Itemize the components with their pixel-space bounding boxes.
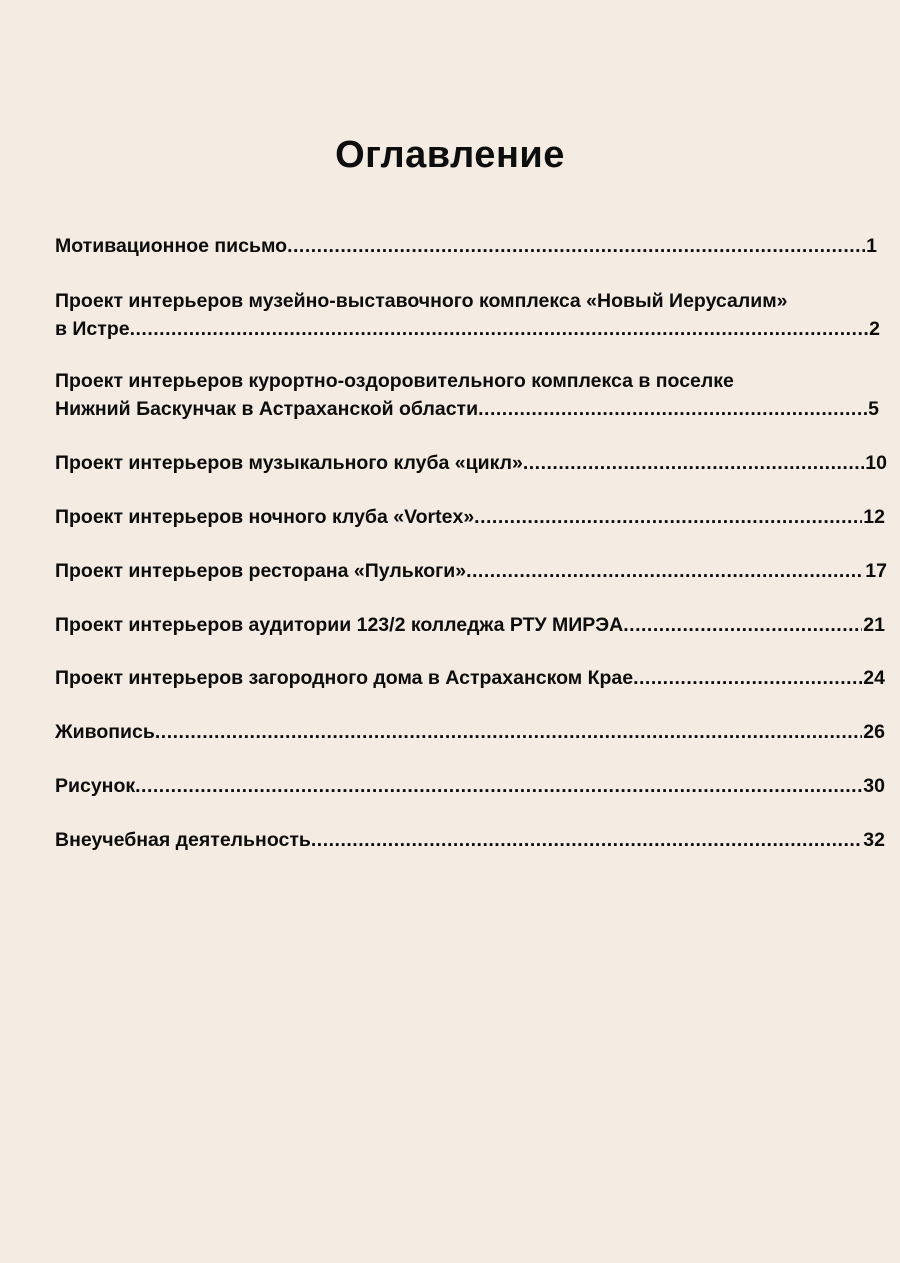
toc-entry-title-line-2: в Истре	[55, 318, 130, 340]
toc-entry-new-jerusalem[interactable]	[55, 287, 880, 343]
toc-page-number: 24	[863, 667, 885, 689]
page-title: Оглавление	[335, 134, 565, 176]
toc-entry-title: Живопись	[55, 721, 155, 743]
toc-entry-painting[interactable]	[55, 718, 885, 746]
toc-entry-title: Проект интерьеров аудитории 123/2 колледжа РТУ МИРЭА	[55, 614, 624, 636]
dot-leader	[311, 826, 862, 854]
toc-entry-title-line-1: Проект интерьеров музейно-выставочного комплекса «Новый Иерусалим»	[55, 290, 788, 312]
toc-entry-title-line-2: Нижний Баскунчак в Астраханской области	[55, 398, 479, 420]
dot-leader	[466, 557, 864, 585]
toc-page-number: 5	[868, 398, 879, 420]
toc-entry-vortex-club[interactable]	[55, 503, 885, 531]
toc-entry-title: Рисунок	[55, 775, 136, 797]
dot-leader	[633, 664, 862, 692]
toc-entry-title-line-1: Проект интерьеров курортно-оздоровительного комплекса в поселке	[55, 370, 734, 392]
toc-entry-title: Проект интерьеров ночного клуба «Vortex»	[55, 506, 475, 528]
toc-entry-drawing[interactable]	[55, 772, 885, 800]
dot-leader	[130, 315, 869, 343]
dot-leader	[135, 772, 862, 800]
dot-leader	[523, 449, 864, 477]
toc-entry-extracurricular[interactable]	[55, 826, 885, 854]
dot-leader	[623, 611, 862, 639]
toc-entry-motivation-letter[interactable]	[55, 232, 877, 260]
dot-leader	[478, 395, 867, 423]
toc-page-number: 10	[865, 452, 887, 474]
toc-page-number: 26	[863, 721, 885, 743]
toc-page-number: 32	[863, 829, 885, 851]
toc-page-number: 17	[865, 560, 887, 582]
toc-page-number: 21	[863, 614, 885, 636]
toc-entry-title: Проект интерьеров музыкального клуба «цикл»	[55, 452, 523, 474]
toc-entry-title: Внеучебная деятельность	[55, 829, 311, 851]
toc-page-number: 30	[863, 775, 885, 797]
toc-entry-music-club[interactable]	[55, 449, 887, 477]
toc-entry-country-house[interactable]	[55, 664, 885, 692]
dot-leader	[155, 718, 862, 746]
toc-page-number: 1	[866, 235, 877, 257]
dot-leader	[474, 503, 862, 531]
toc-entry-baskunchak-resort[interactable]	[55, 367, 879, 423]
toc-entry-title: Мотивационное письмо	[55, 235, 288, 257]
toc-entry-title: Проект интерьеров загородного дома в Астраханском Крае	[55, 667, 634, 689]
dot-leader	[287, 232, 865, 260]
toc-entry-restaurant[interactable]	[55, 557, 887, 585]
toc-page-number: 12	[863, 506, 885, 528]
toc-entry-title: Проект интерьеров ресторана «Пулькоги»	[55, 560, 467, 582]
toc-page-number: 2	[869, 318, 880, 340]
toc-entry-auditorium[interactable]	[55, 611, 885, 639]
